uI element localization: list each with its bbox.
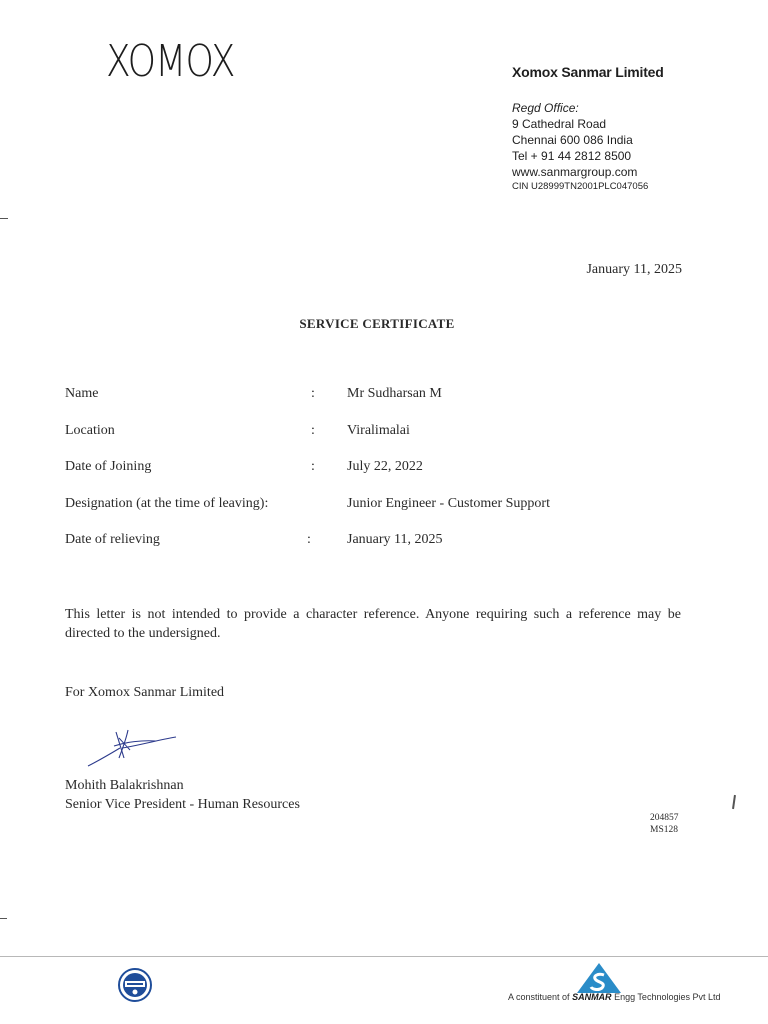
telephone: Tel + 91 44 2812 8500 [512, 149, 632, 163]
detail-value: July 22, 2022 [347, 459, 423, 474]
address-line-1: 9 Cathedral Road [512, 117, 607, 131]
detail-label: Location [65, 422, 115, 438]
scan-margin-mark [0, 918, 7, 919]
signatory-name: Mohith Balakrishnan [65, 778, 184, 793]
constituent-line [508, 992, 721, 1002]
sanmar-brand-text: SANMAR [572, 992, 612, 1002]
certification-seal-icon [118, 968, 152, 1002]
scan-margin-mark [0, 218, 8, 219]
signatory-block [65, 776, 300, 814]
constituent-prefix: A constituent of [508, 992, 570, 1002]
letter-date: January 11, 2025 [586, 262, 682, 277]
reference-line-2: MS128 [650, 825, 678, 835]
constituent-suffix: Engg Technologies Pvt Ltd [614, 992, 721, 1002]
detail-label: Date of Joining [65, 459, 152, 474]
signatory-title: Senior Vice President - Human Resources [65, 797, 300, 812]
detail-colon: : [311, 422, 315, 438]
handwritten-signature [86, 724, 186, 772]
detail-value: Junior Engineer - Customer Support [347, 495, 550, 511]
address-line-2: Chennai 600 086 India [512, 133, 633, 147]
signoff-line: For Xomox Sanmar Limited [65, 685, 225, 700]
detail-colon: : [307, 532, 311, 547]
regd-office-label: Regd Office: [512, 101, 579, 115]
website: www.sanmargroup.com [512, 165, 638, 179]
detail-label: Date of relieving [65, 532, 160, 547]
document-title-text: SERVICE CERTIFICATE [299, 316, 455, 331]
detail-colon: : [311, 386, 315, 401]
detail-colon: : [311, 459, 315, 474]
detail-value: January 11, 2025 [347, 532, 443, 547]
company-address-block [512, 64, 664, 194]
detail-label: Name [65, 386, 99, 401]
scan-margin-mark [732, 795, 736, 809]
disclaimer-paragraph: This letter is not intended to provide a character reference. Anyone requiring such a reference may be directed to the undersigned. [65, 607, 681, 641]
cin-number: CIN U28999TN2001PLC047056 [512, 181, 649, 192]
sanmar-triangle-logo [576, 962, 622, 994]
detail-value: Viralimalai [347, 422, 410, 438]
reference-code [650, 812, 679, 836]
detail-label: Designation (at the time of leaving): [65, 495, 269, 511]
document-title [0, 316, 768, 332]
reference-line-1: 204857 [650, 813, 679, 823]
xomox-logo: XOMOX [106, 36, 235, 87]
company-name: Xomox Sanmar Limited [512, 64, 664, 80]
detail-value: Mr Sudharsan M [347, 386, 442, 401]
footer-divider [0, 956, 768, 957]
